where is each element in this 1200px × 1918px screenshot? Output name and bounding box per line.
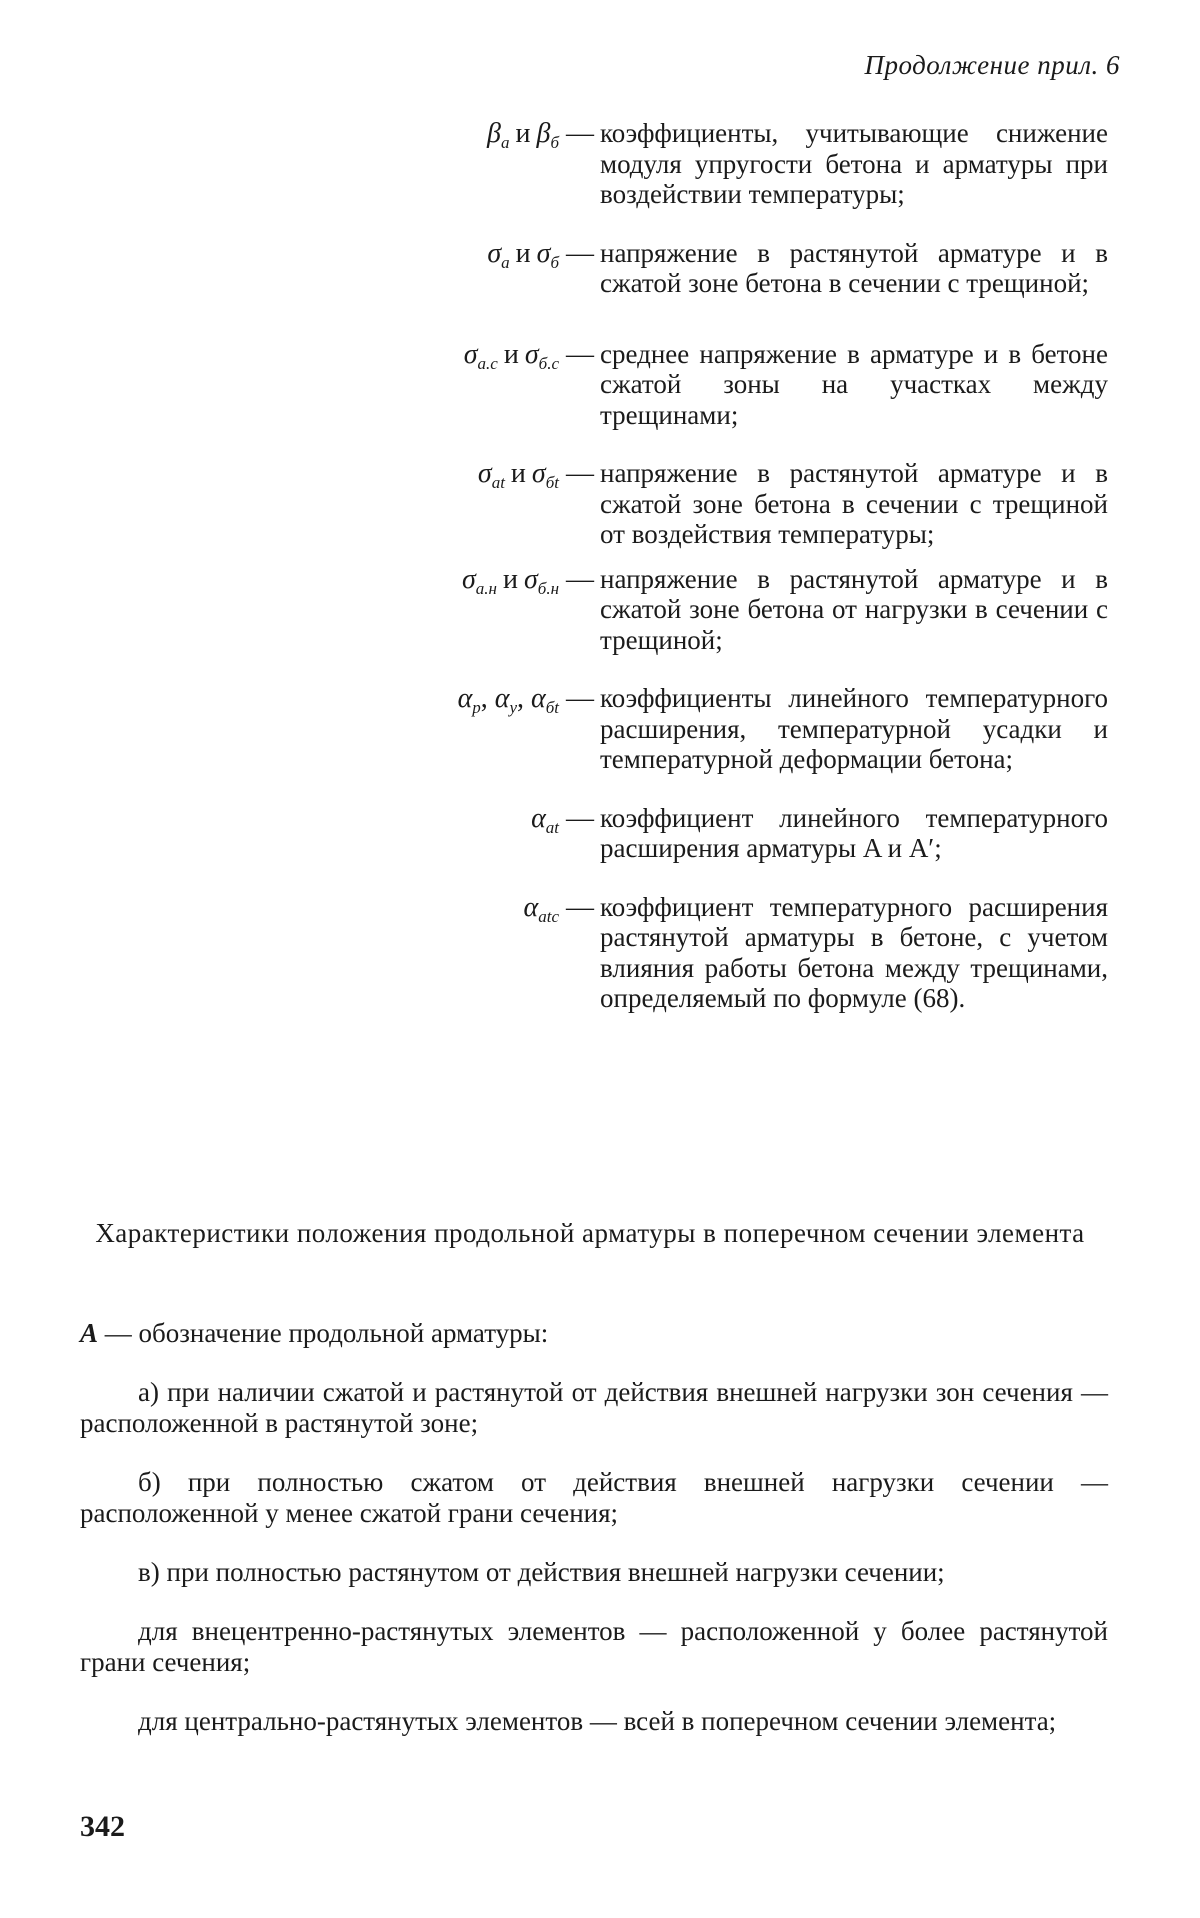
subscript: б.с xyxy=(538,353,559,373)
definition-term: $\alpha_р$, $\alpha_у$, $\alpha_{бt}$ — xyxy=(457,683,594,717)
definition-row xyxy=(0,564,1200,656)
definition-text: коэффициенты, учитывающие снижение модуля упругости бетона и арматуры при воздействии температуры; xyxy=(600,118,1108,209)
definition-term: $\sigma_{аt}$ и $\sigma_{бt}$ — xyxy=(477,458,594,492)
definition-text: напряжение в растянутой арматуре и в сжатой зоне бетона в сечении с трещиной от воздействия температуры; xyxy=(600,458,1108,549)
paragraph: для внецентренно-растянутых элементов — расположенной у более растянутой грани сечения; xyxy=(80,1616,1108,1677)
symbol: β xyxy=(536,118,551,149)
subscript: у xyxy=(509,698,518,717)
definition-term: $\sigma_{а.с}$ и $\sigma_{б.с}$ — xyxy=(463,338,594,373)
subscript: р xyxy=(472,698,481,717)
symbol: α xyxy=(457,683,473,714)
subscript: б xyxy=(550,252,559,272)
subscript: atc xyxy=(538,906,559,926)
section-title: Характеристики положения продольной арматуры в поперечном сечении элемента xyxy=(95,1218,1085,1248)
definition-text: напряжение в растянутой арматуре и в сжатой зоне бетона в сечении с трещиной; xyxy=(600,237,1108,298)
definition-row xyxy=(0,892,1200,1014)
paragraph xyxy=(80,1318,1108,1349)
paragraph: б) при полностью сжатом от действия внешней нагрузки сечении — расположенной у менее сжатой грани сечения; xyxy=(80,1467,1108,1528)
definition-text: напряжение в растянутой арматуре и в сжатой зоне бетона от нагрузки в сечении с трещиной; xyxy=(600,563,1108,655)
definitions-list xyxy=(0,118,1200,1014)
definition-row xyxy=(0,803,1200,864)
subscript: аt xyxy=(545,817,559,837)
subscript: а.н xyxy=(475,578,497,598)
symbol: σ xyxy=(477,458,492,489)
paragraph: а) при наличии сжатой и растянутой от действия внешней нагрузки зон сечения — расположенной в растянутой зоне; xyxy=(80,1377,1108,1438)
separator: , xyxy=(517,683,525,714)
symbol: σ xyxy=(523,563,538,595)
conjunction: и xyxy=(515,118,531,149)
subscript: а xyxy=(501,252,510,272)
definition-row xyxy=(0,118,1200,210)
definition-row xyxy=(0,458,1200,550)
symbol: α xyxy=(494,683,510,714)
symbol: α xyxy=(531,683,546,714)
definition-row xyxy=(0,238,1200,299)
separator: , xyxy=(480,683,488,714)
definition-row xyxy=(0,339,1200,431)
running-head: Продолжение прил. 6 xyxy=(864,50,1120,80)
paragraph: в) при полностью растянутом от действия внешней нагрузки сечении; xyxy=(138,1557,945,1587)
definition-term: $\beta_а$ и $\beta_б$ — xyxy=(487,118,594,152)
conjunction: и xyxy=(510,458,526,489)
symbol: α xyxy=(531,802,546,834)
conjunction: и xyxy=(503,338,519,370)
symbol: α xyxy=(523,891,539,923)
page-number: 342 xyxy=(80,1810,125,1843)
definition-row xyxy=(0,683,1200,775)
symbol: σ xyxy=(536,237,551,269)
body-text xyxy=(80,1318,1108,1765)
definition-text: коэффициент температурного расширения растянутой арматуры в бетоне, с учетом влияния работы бетона между трещинами, определяемый по формуле (68). xyxy=(600,891,1108,1013)
definition-term: $\alpha_{аt}$ — xyxy=(531,802,594,837)
symbol: σ xyxy=(531,458,546,489)
definition-term: $\sigma_а$ и $\sigma_б$ — xyxy=(487,237,594,272)
paragraph-text: — обозначение продольной арматуры: xyxy=(98,1318,549,1348)
subscript: а.с xyxy=(477,353,498,373)
definition-term: $\alpha_{atc}$ — xyxy=(523,891,594,926)
symbol: σ xyxy=(463,338,478,370)
subscript: а xyxy=(501,133,510,152)
paragraph: для центрально-растянутых элементов — всей в поперечном сечении элемента; xyxy=(138,1706,1057,1736)
subscript: бt xyxy=(545,473,559,492)
conjunction: и xyxy=(515,237,531,269)
definition-term: $\sigma_{а.н}$ и $\sigma_{б.н}$ — xyxy=(461,563,594,598)
definition-text: коэффициенты линейного температурного расширения, температурной усадки и температурной деформации бетона; xyxy=(600,683,1108,774)
subscript: бt xyxy=(545,698,559,717)
definition-text: среднее напряжение в арматуре и в бетоне сжатой зоны на участках между трещинами; xyxy=(600,338,1108,430)
symbol: σ xyxy=(487,237,502,269)
subscript: б xyxy=(550,133,559,152)
paragraph-lead-symbol: A xyxy=(80,1318,99,1348)
definition-text: коэффициент линейного температурного расширения арматуры A и A′; xyxy=(600,802,1108,863)
symbol: σ xyxy=(524,338,539,370)
symbol: σ xyxy=(461,563,476,595)
symbol: β xyxy=(487,118,501,149)
subscript: аt xyxy=(491,473,505,492)
subscript: б.н xyxy=(537,578,559,598)
conjunction: и xyxy=(502,563,518,595)
